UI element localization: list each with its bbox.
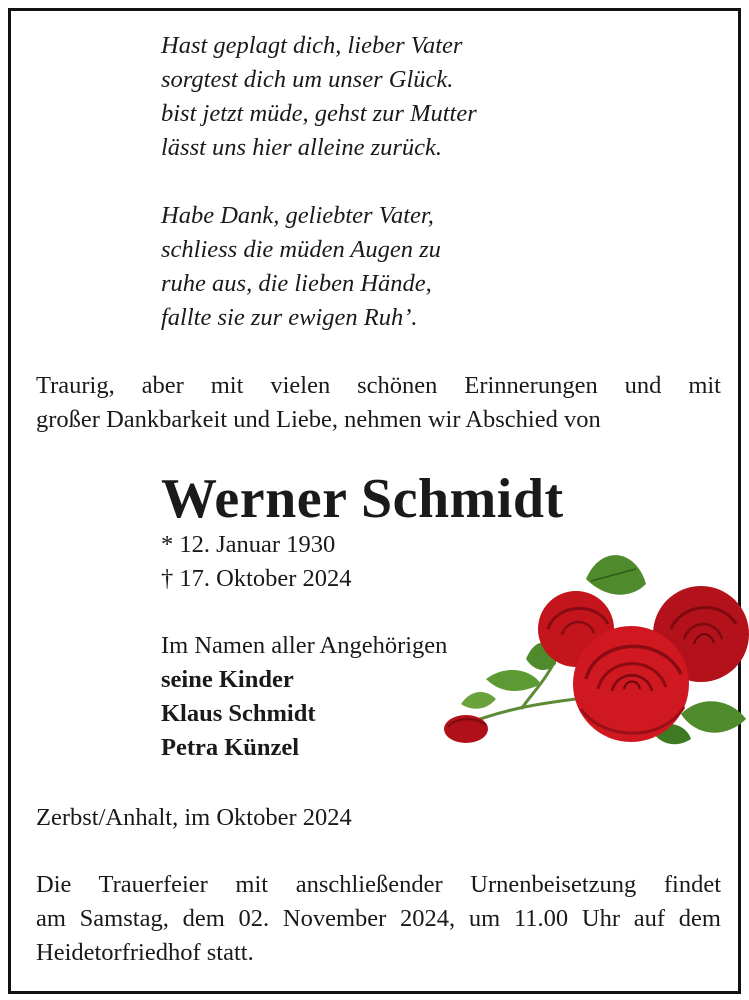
poem-line: ruhe aus, die lieben Hände, xyxy=(161,270,432,297)
place-date: Zerbst/Anhalt, im Oktober 2024 xyxy=(36,804,352,831)
poem-stanza-2 xyxy=(161,199,477,335)
ceremony-info xyxy=(36,868,721,970)
poem-stanza-1 xyxy=(161,29,477,165)
intro-line: großer Dankbarkeit und Liebe, nehmen wir Abschied von xyxy=(36,406,601,433)
family-member: Klaus Schmidt xyxy=(161,700,316,727)
ceremony-line: am Samstag, dem 02. November 2024, um 11.00 Uhr auf dem xyxy=(36,905,721,932)
intro-line: Traurig, aber mit vielen schönen Erinnerungen und mit xyxy=(36,372,721,399)
ceremony-line: Heidetorfriedhof statt. xyxy=(36,939,254,966)
intro-text xyxy=(36,369,721,437)
poem-line: sorgtest dich um unser Glück. xyxy=(161,66,454,93)
red-roses-icon xyxy=(426,539,749,754)
ceremony-line: Die Trauerfeier mit anschließender Urnenbeisetzung findet xyxy=(36,871,721,898)
poem-line: Hast geplagt dich, lieber Vater xyxy=(161,32,463,59)
poem xyxy=(161,29,477,335)
family-signature xyxy=(161,629,447,765)
family-member: Petra Künzel xyxy=(161,734,300,761)
birth-date: * 12. Januar 1930 xyxy=(161,531,336,558)
poem-line: fallte sie zur ewigen Ruh’. xyxy=(161,304,418,331)
poem-line: schliess die müden Augen zu xyxy=(161,236,441,263)
obituary-frame xyxy=(8,8,741,994)
family-member: seine Kinder xyxy=(161,666,294,693)
poem-line: bist jetzt müde, gehst zur Mutter xyxy=(161,100,477,127)
life-dates xyxy=(161,528,352,596)
poem-line: lässt uns hier alleine zurück. xyxy=(161,134,443,161)
death-date: † 17. Oktober 2024 xyxy=(161,565,352,592)
poem-line: Habe Dank, geliebter Vater, xyxy=(161,202,434,229)
deceased-name: Werner Schmidt xyxy=(161,468,564,530)
family-intro: Im Namen aller Angehörigen xyxy=(161,632,448,659)
